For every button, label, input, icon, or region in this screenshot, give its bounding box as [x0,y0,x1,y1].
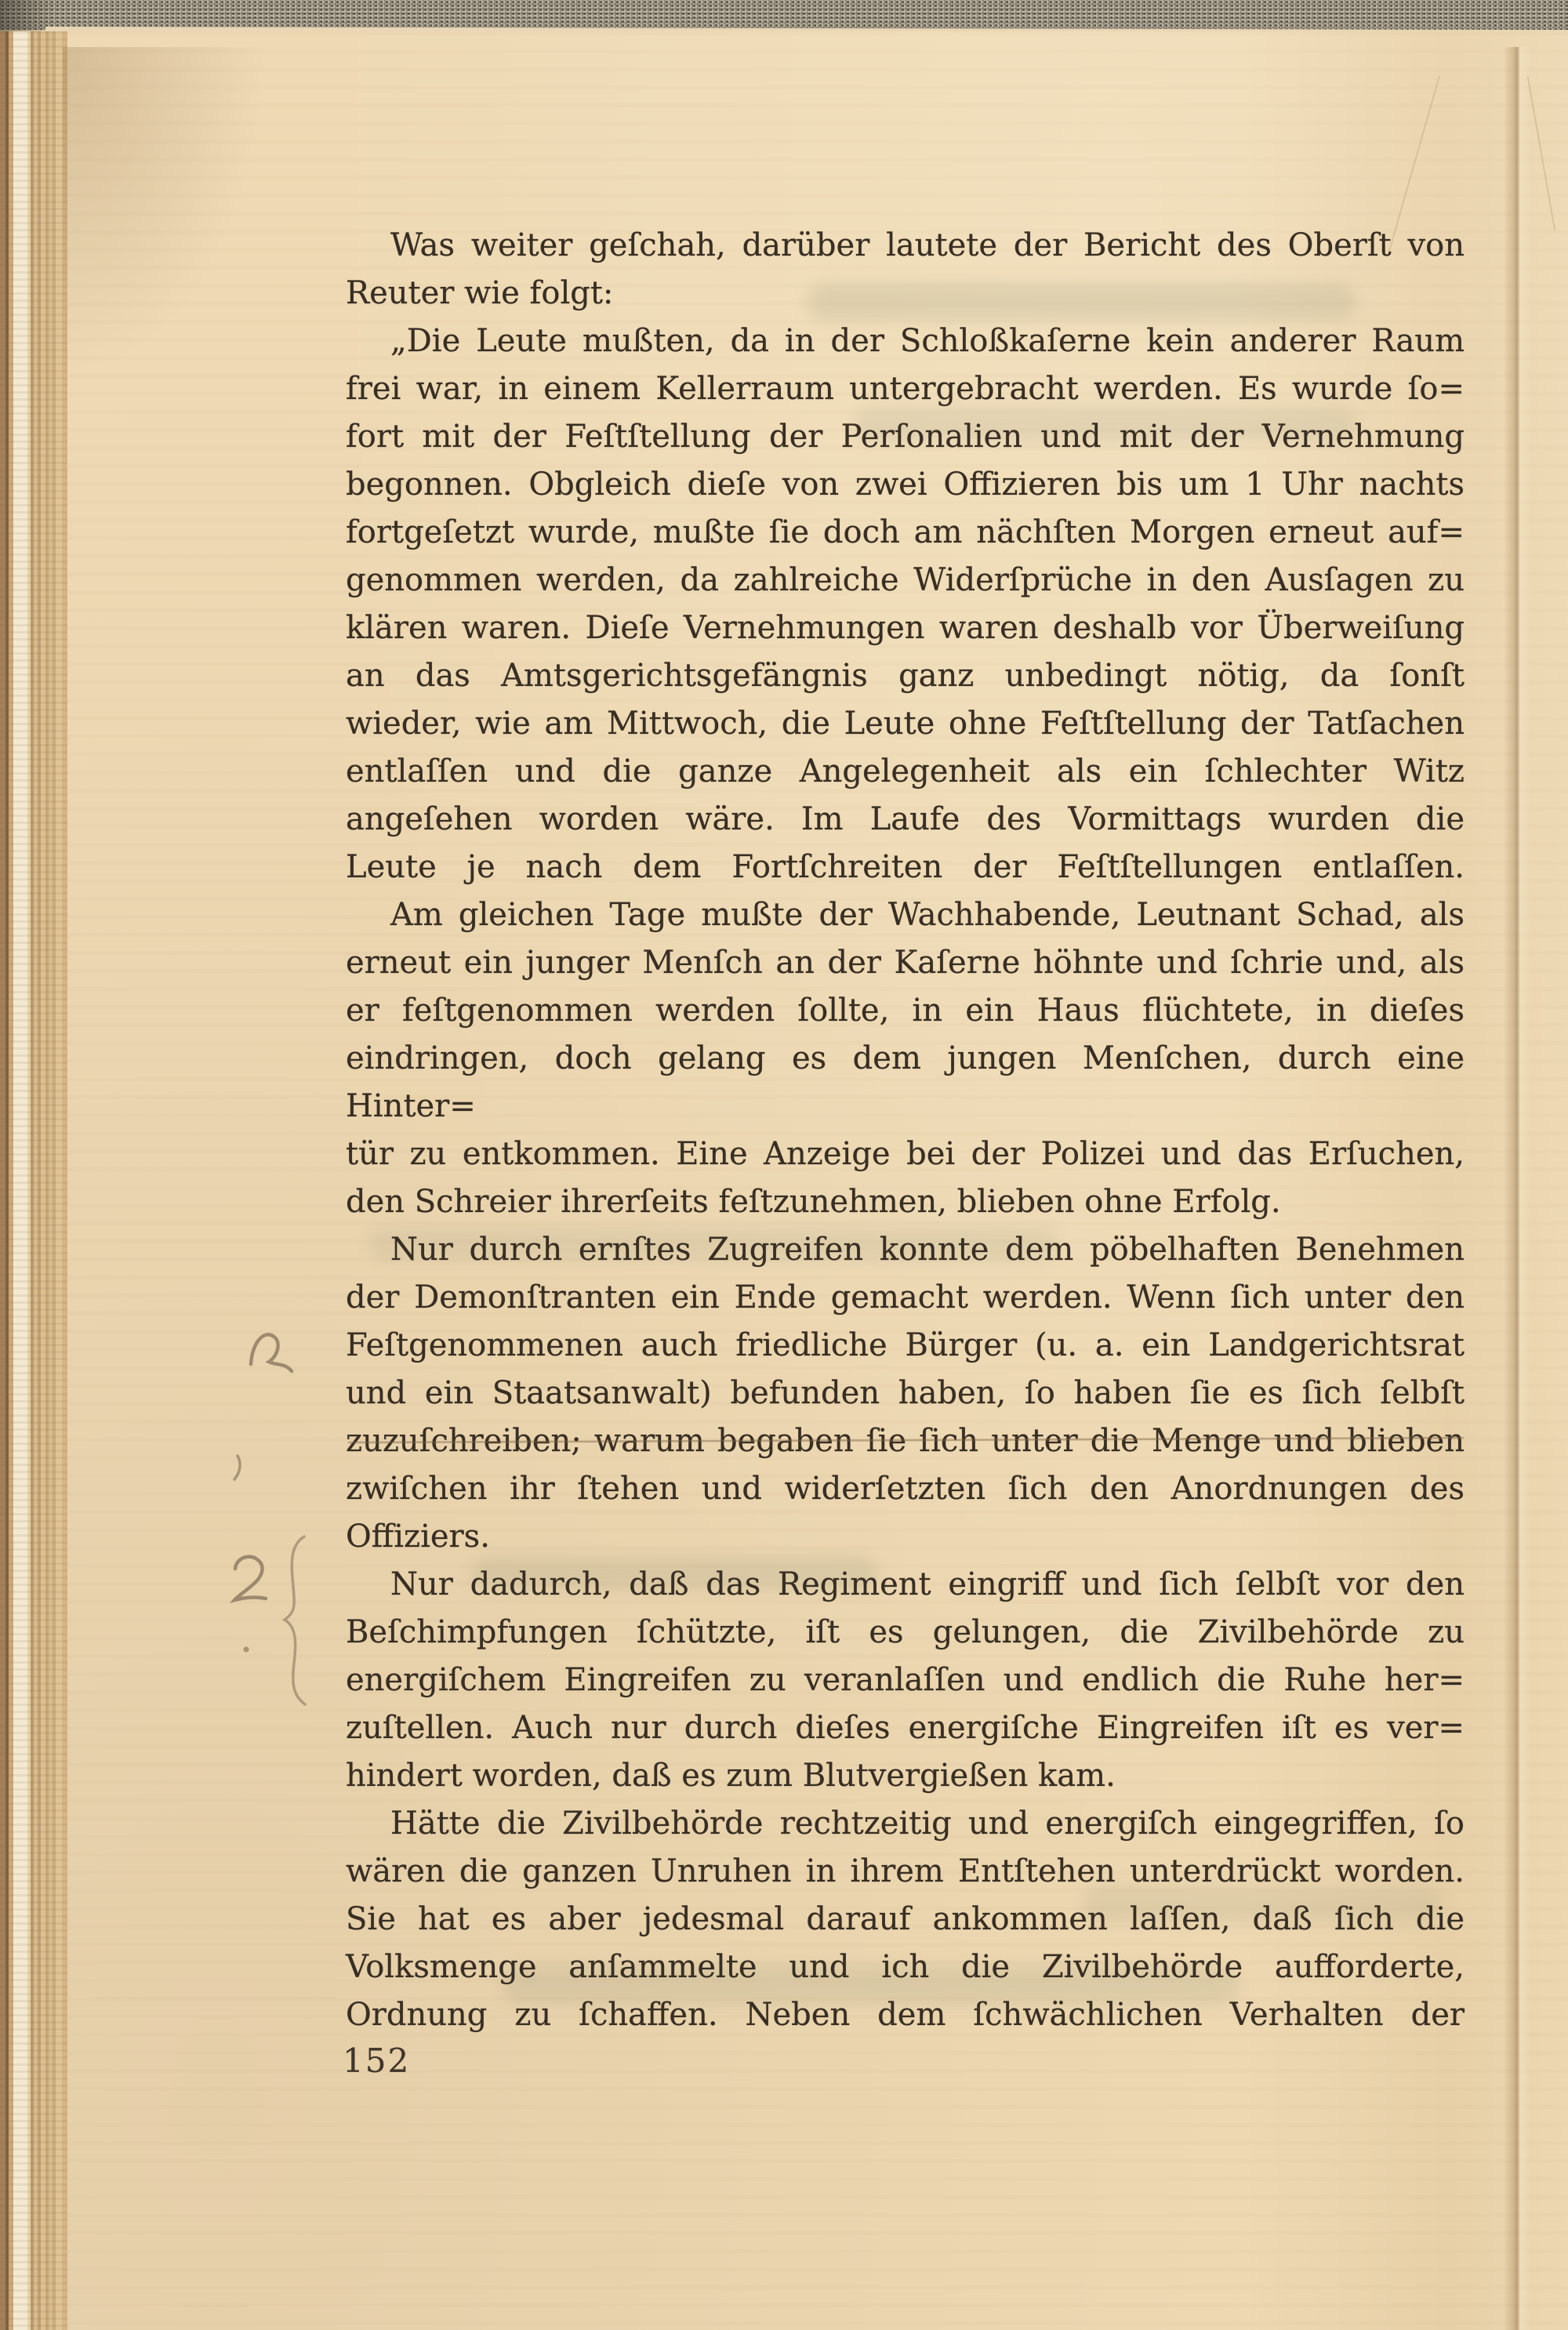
text-line: Nur dadurch, daß das Regiment eingriff und ſich ſelbſt vor den [390,1566,1465,1602]
text-line: fortgeſetzt wurde, mußte ſie doch am nächſten Morgen erneut auf= [346,514,1465,550]
pencil-underline [349,1438,1463,1443]
text-line: wieder, wie am Mittwoch, die Leute ohne Feſtſtellung der Tatſachen [346,706,1465,742]
pencil-squiggle-mark [251,1334,292,1371]
text-line: er feſtgenommen werden ſollte, in ein Haus flüchtete, in dieſes [346,993,1465,1029]
text-line: Leute je nach dem Fortſchreiten der Feſtſtellungen entlaſſen. [346,849,1465,885]
text-line: zuſtellen. Auch nur durch dieſes energiſche Eingreifen iſt es ver= [346,1710,1465,1746]
text-line: erneut ein junger Menſch an der Kaſerne höhnte und ſchrie und, als [346,945,1465,981]
text-line: Offiziers. [346,1519,490,1555]
text-line: Hätte die Zivilbehörde rechtzeitig und energiſch eingegriffen, ſo [390,1806,1465,1842]
pencil-dot-mark [243,1646,249,1652]
text-line: Was weiter geſchah, darüber lautete der Bericht des Oberſt von [390,227,1465,263]
text-line: Reuter wie folgt: [346,275,614,311]
text-line: begonnen. Obgleich dieſe von zwei Offizieren bis um 1 Uhr nachts [346,466,1465,503]
text-line: angeſehen worden wäre. Im Laufe des Vormittags wurden die [346,801,1465,837]
text-line: frei war, in einem Kellerraum untergebracht werden. Es wurde ſo= [346,371,1465,407]
text-line: genommen werden, da zahlreiche Widerſprüche in den Ausſagen zu [346,562,1465,598]
text-line: Am gleichen Tage mußte der Wachhabende, Leutnant Schad, als [390,897,1465,933]
text-line: zuzuſchreiben; warum begaben ſie ſich unter die Menge und blieben [346,1423,1465,1459]
pencil-numeral-2-mark [234,1557,266,1600]
text-line: und ein Staatsanwalt) befunden haben, ſo haben ſie es ſich ſelbſt [346,1375,1465,1411]
text-line: Nur durch ernſtes Zugreifen konnte dem pöbelhaften Benehmen [390,1232,1465,1268]
text-line: entlaſſen und die ganze Angelegenheit als ein ſchlechter Witz [346,753,1465,789]
text-line: klären waren. Dieſe Vernehmungen waren deshalb vor Überweiſung [346,610,1465,646]
text-line: Beſchimpfungen ſchützte, iſt es gelungen, die Zivilbehörde zu [346,1614,1465,1650]
text-line: fort mit der Feſtſtellung der Perſonalien und mit der Vernehmung [346,419,1465,455]
text-line: energiſchem Eingreifen zu veranlaſſen und endlich die Ruhe her= [346,1662,1465,1698]
text-line: Sie hat es aber jedesmal darauf ankommen laſſen, daß ſich die [346,1901,1465,1937]
text-line: Ordnung zu ſchaffen. Neben dem ſchwächlichen Verhalten der [346,1997,1465,2033]
text-line: tür zu entkommen. Eine Anzeige bei der Polizei und das Erſuchen, [346,1136,1465,1172]
text-line: zwiſchen ihr ſtehen und widerſetzten ſich den Anordnungen des [346,1471,1465,1507]
text-line: Feſtgenommenen auch friedliche Bürger (u. a. ein Landgerichtsrat [346,1327,1465,1363]
pencil-brace-mark [285,1537,305,1704]
pencil-comma-mark [234,1456,240,1479]
page-number: 152 [343,2041,411,2080]
text-line: hindert worden, daß es zum Blutvergießen kam. [346,1758,1116,1794]
text-line: der Demonſtranten ein Ende gemacht werden. Wenn ſich unter den [346,1279,1465,1316]
text-line: den Schreier ihrerſeits feſtzunehmen, blieben ohne Erfolg. [346,1184,1281,1220]
text-line: wären die ganzen Unruhen in ihrem Entſtehen unterdrückt worden. [346,1853,1465,1889]
text-line: Volksmenge anſammelte und ich die Zivilbehörde aufforderte, [346,1949,1465,1985]
text-line: eindringen, doch gelang es dem jungen Menſchen, durch eine Hinter= [346,1040,1465,1124]
text-line: „Die Leute mußten, da in der Schloßkaſerne kein anderer Raum [390,323,1465,359]
text-line: an das Amtsgerichtsgefängnis ganz unbedingt nötig, da ſonſt [346,658,1465,694]
